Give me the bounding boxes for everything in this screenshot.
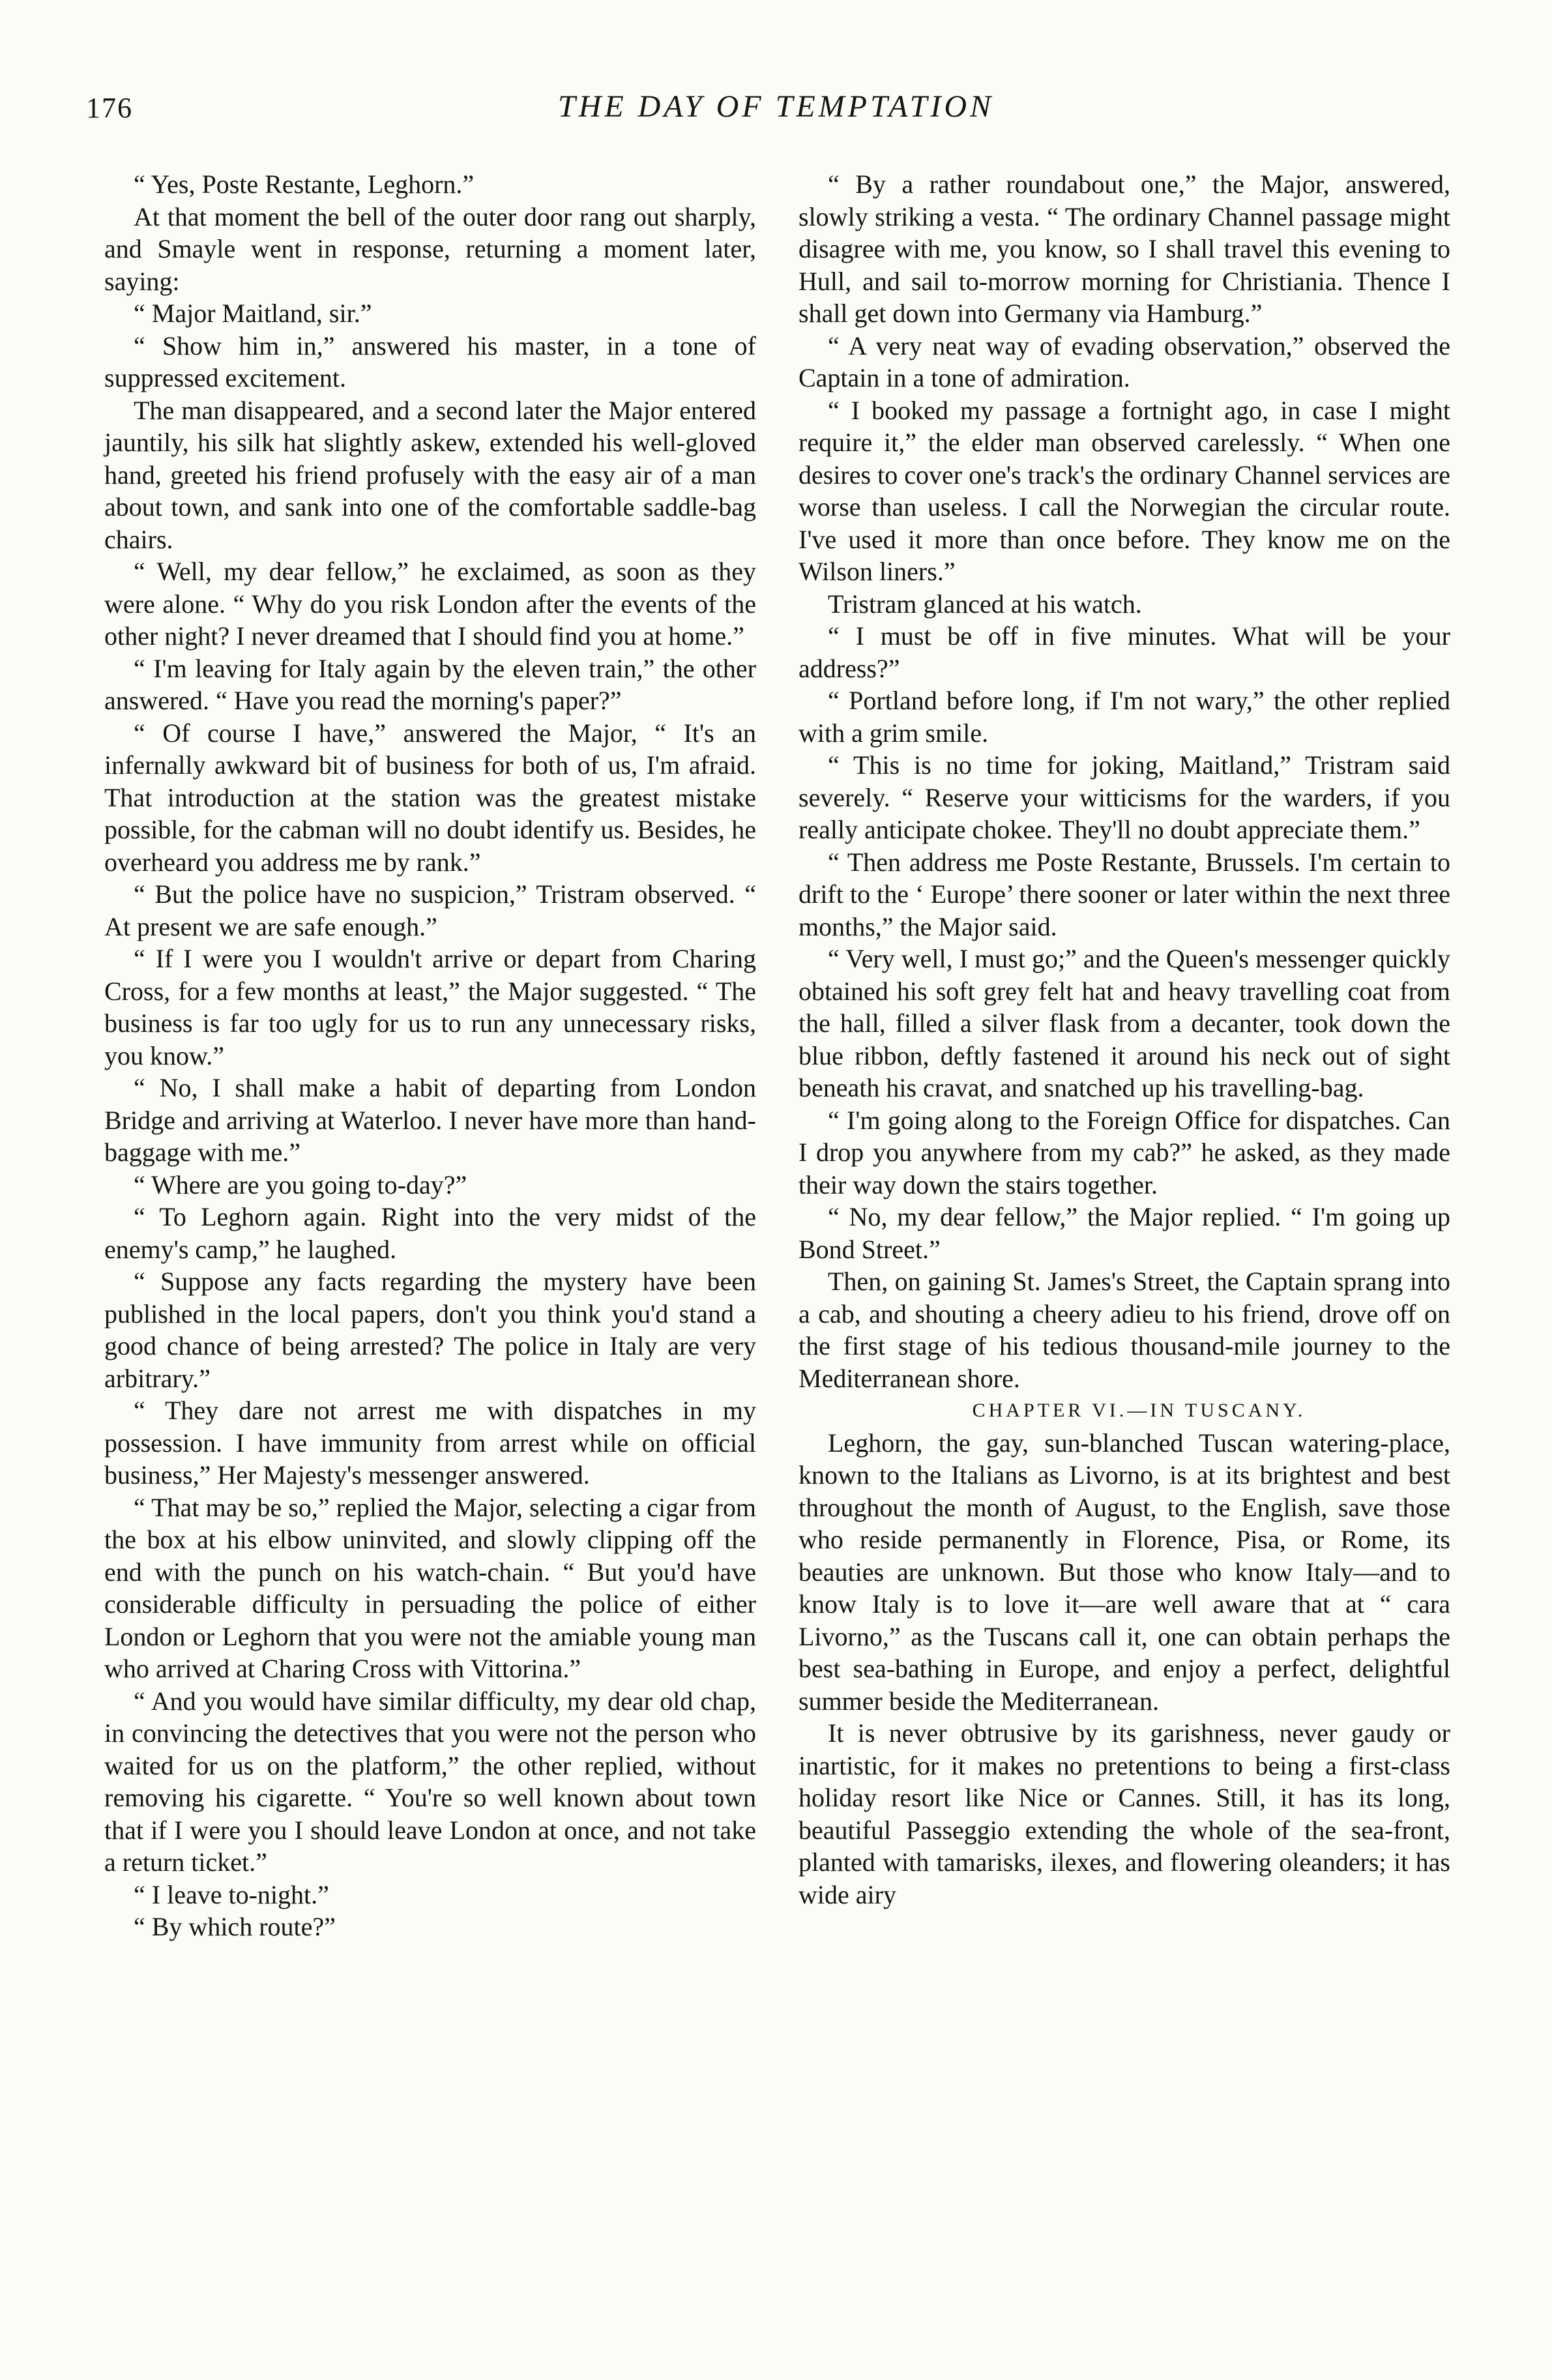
chapter-heading: CHAPTER VI.—IN TUSCANY. — [972, 1400, 1306, 1421]
paragraph: “ That may be so,” replied the Major, selecting a cigar from the box at his elbow uninvited, and slowly clipping off the end with the punch on his watch-chain. “ But you'd have considerable difficulty in persuading the police of either London or Leghorn that you were not the amiable young man who arrived at Charing Cross with Vittorina.” — [104, 1492, 756, 1683]
paragraph: “ Suppose any facts regarding the mystery have been published in the local papers, don't you think you'd stand a good chance of being arrested? The police in Italy are very arbitrary.” — [104, 1267, 756, 1393]
left-column — [104, 168, 756, 1943]
page-number: 176 — [86, 92, 133, 124]
paragraph: “ They dare not arrest me with dispatches in my possession. I have immunity from arrest while on official business,” Her Majesty's messenger answered. — [104, 1396, 756, 1490]
paragraph: “ By which route?” — [134, 1912, 336, 1941]
paragraph: “ By a rather roundabout one,” the Major, answered, slowly striking a vesta. “ The ordinary Channel passage might disagree with me, you know, so I shall travel this evening to Hull, and sail to-morrow morning for Christiania. Thence I shall get down into Germany via Hamburg.” — [798, 169, 1450, 328]
paragraph: At that moment the bell of the outer door rang out sharply, and Smayle went in response, returning a moment later, saying: — [104, 201, 756, 296]
paragraph: “ No, I shall make a habit of departing from London Bridge and arriving at Waterloo. I never have more than hand-baggage with me.” — [104, 1073, 756, 1167]
paragraph: “ But the police have no suspicion,” Tristram observed. “ At present we are safe enough.” — [104, 879, 756, 941]
paragraph: “ I booked my passage a fortnight ago, in case I might require it,” the elder man observed carelessly. “ When one desires to cover one's track's the ordinary Channel services are worse than useless. I call the Norwegian the circular route. I've used it more than once before. They know me on the Wilson liners.” — [798, 395, 1450, 586]
paragraph: The man disappeared, and a second later the Major entered jauntily, his silk hat slightly askew, extended his well-gloved hand, greeted his friend profusely with the easy air of a man about town, and sank into one of the comfortable saddle-bag chairs. — [104, 395, 756, 554]
paragraph: “ This is no time for joking, Maitland,” Tristram said severely. “ Reserve your witticisms for the warders, if you really anticipate chokee. They'll no doubt appreciate them.” — [798, 750, 1450, 844]
running-head: THE DAY OF TEMPTATION — [557, 89, 995, 124]
paragraph: It is never obtrusive by its garishness, never gaudy or inartistic, for it makes no pretentions to being a first-class holiday resort like Nice or Cannes. Still, it has its long, beautiful Passeggio extending the whole of the sea-front, planted with tamarisks, ilexes, and flowering oleanders; it has wide airy — [798, 1718, 1450, 1909]
paragraph: “ I'm leaving for Italy again by the eleven train,” the other answered. “ Have you read the morning's paper?” — [104, 653, 756, 715]
paragraph: “ Then address me Poste Restante, Brussels. I'm certain to drift to the ‘ Europe’ there sooner or later within the next three months,” the Major said. — [798, 847, 1450, 941]
paragraph: “ I must be off in five minutes. What will be your address?” — [798, 621, 1450, 683]
paragraph: “ Portland before long, if I'm not wary,” the other replied with a grim smile. — [798, 686, 1450, 748]
paragraph: “ Yes, Poste Restante, Leghorn.” — [134, 169, 475, 199]
paragraph: “ Of course I have,” answered the Major, “ It's an infernally awkward bit of business for both of us, I'm afraid. That introduction at the station was the greatest mistake possible, for the cabman will no doubt identify us. Besides, he overheard you address me by rank.” — [104, 718, 756, 877]
paragraph: “ No, my dear fellow,” the Major replied. “ I'm going up Bond Street.” — [798, 1202, 1450, 1264]
paragraph: “ Where are you going to-day?” — [134, 1169, 467, 1199]
paragraph: “ Major Maitland, sir.” — [134, 299, 372, 328]
paragraph: “ Well, my dear fellow,” he exclaimed, as soon as they were alone. “ Why do you risk London after the events of the other night? I never dreamed that I should find you at home.” — [104, 557, 756, 651]
paragraph: “ Very well, I must go;” and the Queen's messenger quickly obtained his soft grey felt hat and heavy travelling coat from the hall, filled a silver flask from a decanter, took down the blue ribbon, deftly fastened it around his neck out of sight beneath his cravat, and snatched up his travelling-bag. — [798, 944, 1450, 1102]
paragraph: Then, on gaining St. James's Street, the Captain sprang into a cab, and shouting a cheery adieu to his friend, drove off on the first stage of his tedious thousand-mile journey to the Mediterranean shore. — [798, 1267, 1450, 1393]
paragraph: “ I leave to-night.” — [134, 1879, 329, 1909]
paragraph: “ To Leghorn again. Right into the very midst of the enemy's camp,” he laughed. — [104, 1202, 756, 1264]
paragraph: Tristram glanced at his watch. — [828, 589, 1142, 619]
paragraph: “ I'm going along to the Foreign Office for dispatches. Can I drop you anywhere from my cab?” he asked, as they made their way down the stairs together. — [798, 1105, 1450, 1199]
right-column — [798, 168, 1450, 1911]
paragraph: “ A very neat way of evading observation,” observed the Captain in a tone of admiration. — [798, 331, 1450, 392]
paragraph: “ If I were you I wouldn't arrive or depart from Charing Cross, for a few months at least,” the Major suggested. “ The business is far too ugly for us to run any unnecessary risks, you know.” — [104, 944, 756, 1070]
paragraph: “ And you would have similar difficulty, my dear old chap, in convincing the detectives that you were not the person who waited for us on the platform,” the other replied, without removing his cigarette. “ You're so well known about town that if I were you I should leave London at once, and not take a return ticket.” — [104, 1686, 756, 1877]
paragraph: “ Show him in,” answered his master, in a tone of suppressed excitement. — [104, 331, 756, 392]
paragraph: Leghorn, the gay, sun-blanched Tuscan watering-place, known to the Italians as Livorno, is at its brightest and best throughout the month of August, to the English, save those who reside permanently in Florence, Pisa, or Rome, its beauties are unknown. But those who know Italy—and to know Italy is to love it—are well aware that at “ cara Livorno,” as the Tuscans call it, one can obtain perhaps the best sea-bathing in Europe, and enjoy a perfect, delightful summer beside the Mediterranean. — [798, 1428, 1450, 1716]
